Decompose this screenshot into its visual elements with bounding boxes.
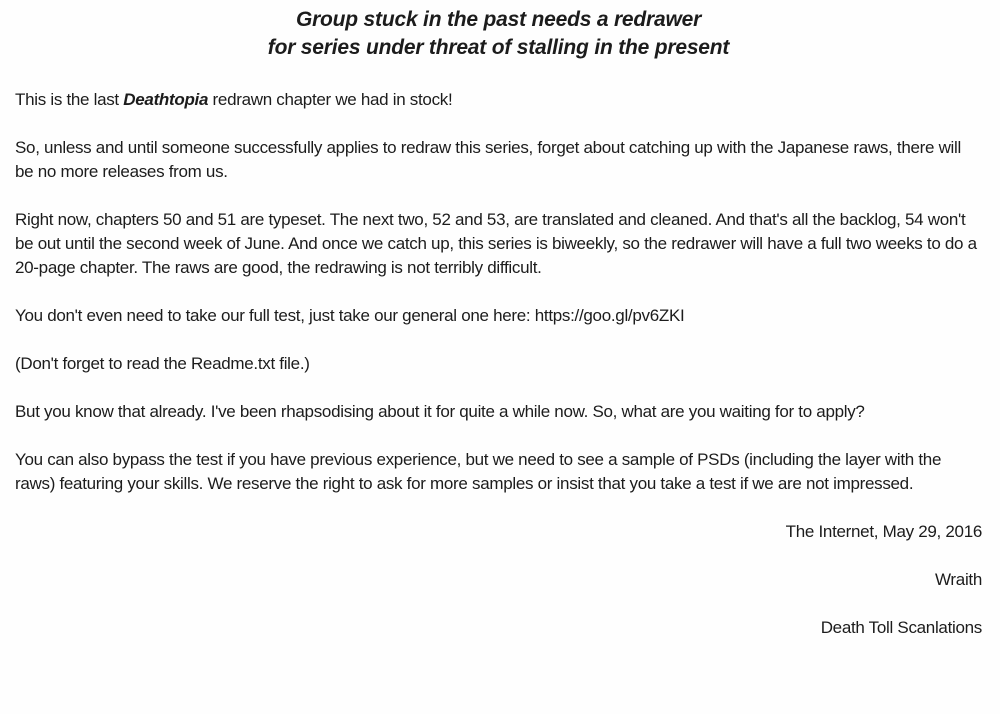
page-title-line-1: Group stuck in the past needs a redrawer — [295, 8, 702, 31]
signoff-author: Wraith — [934, 570, 982, 589]
announcement-paragraph-6: But you know that already. I've been rhapsodising about it for quite a while now. So, what are you waiting for to apply? — [15, 402, 865, 421]
signoff-date: The Internet, May 29, 2016 — [785, 522, 982, 541]
page-title-line-2: for series under threat of stalling in the present — [267, 36, 730, 59]
announcement-paragraph-7: You can also bypass the test if you have previous experience, but we need to see a sample of PSDs (including the layer with the raws) featuring your skills. We reserve the right to ask for more samples or insist that you take a test if we are not impressed. — [15, 450, 942, 493]
general-test-url: https://goo.gl/pv6ZKI — [534, 306, 685, 325]
paragraph-4-prefix: You don't even need to take our full test, just take our general one here: — [15, 306, 535, 325]
page-title — [15, 6, 982, 62]
signoff-block — [15, 520, 982, 640]
announcement-paragraph-4 — [15, 304, 982, 328]
series-name: Deathtopia — [123, 90, 209, 109]
paragraph-1-prefix: This is the last — [15, 90, 124, 109]
paragraph-1-suffix: redrawn chapter we had in stock! — [208, 90, 453, 109]
announcement-paragraph-5: (Don't forget to read the Readme.txt file.) — [15, 354, 310, 373]
announcement-paragraph-3: Right now, chapters 50 and 51 are typeset. The next two, 52 and 53, are translated and cleaned. And that's all the backlog, 54 won't be out until the second week of June. And once we catch up, this series is biweekly, so the redrawer will have a full two weeks to do a 20-page chapter. The raws are good, the redrawing is not terribly difficult. — [15, 210, 977, 277]
announcement-paragraph-1 — [15, 88, 982, 112]
announcement-paragraph-2: So, unless and until someone successfully applies to redraw this series, forget about catching up with the Japanese raws, there will be no more releases from us. — [15, 138, 961, 181]
signoff-group-name: Death Toll Scanlations — [820, 618, 982, 637]
